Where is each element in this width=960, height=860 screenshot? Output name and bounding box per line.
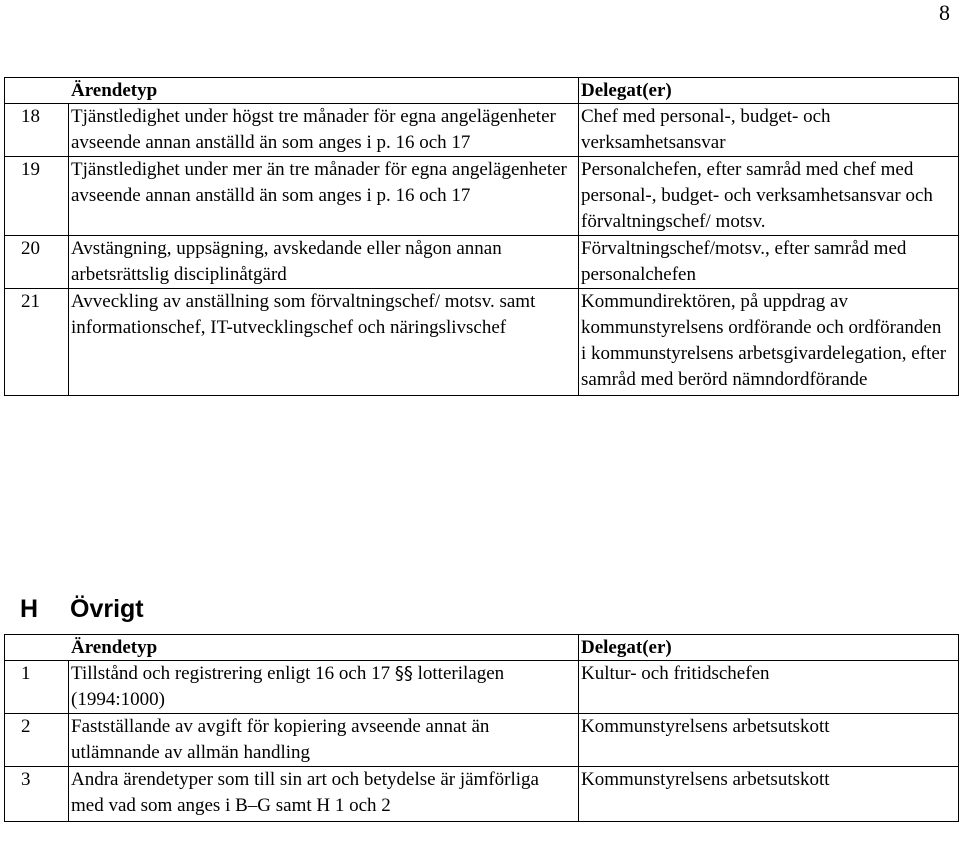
- table-row: [5, 236, 959, 289]
- header-delegater: Delegat(er): [579, 635, 959, 661]
- section-title: Övrigt: [70, 595, 144, 623]
- row-number: 2: [5, 714, 69, 767]
- row-arendetyp-text: Tillstånd och registrering enligt 16 och 17: [71, 663, 391, 684]
- row-number: 19: [5, 157, 69, 236]
- header-arendetyp: Ärendetyp: [5, 78, 579, 104]
- row-delegat: Chef med personal-, budget- och verksamhetsansvar: [579, 104, 959, 157]
- row-delegat: Kultur- och fritidschefen: [579, 661, 959, 714]
- row-arendetyp: Tjänstledighet under högst tre månader för egna angelägenheter avseende annan anställd än som anges i p. 16 och 17: [69, 104, 579, 157]
- row-number: 20: [5, 236, 69, 289]
- table-row: [5, 157, 959, 236]
- section-heading: [20, 592, 144, 626]
- delegation-table: [4, 77, 959, 396]
- row-arendetyp-text-cont: lotterilagen (1994:1000): [71, 663, 505, 710]
- table-header-row: [5, 78, 959, 104]
- row-arendetyp: Andra ärendetyper som till sin art och betydelse är jämförliga med vad som anges i B–G samt H 1 och 2: [69, 767, 579, 822]
- row-arendetyp: Fastställande av avgift för kopiering avseende annat än utlämnande av allmän handling: [69, 714, 579, 767]
- header-delegater: Delegat(er): [579, 78, 959, 104]
- section-sign-symbol: §§: [394, 663, 413, 684]
- row-arendetyp: Tjänstledighet under mer än tre månader för egna angelägenheter avseende annan anställd än som anges i p. 16 och 17: [69, 157, 579, 236]
- table-row: [5, 714, 959, 767]
- header-arendetyp: Ärendetyp: [5, 635, 579, 661]
- row-number: 21: [5, 289, 69, 396]
- row-number: 3: [5, 767, 69, 822]
- row-number: 18: [5, 104, 69, 157]
- row-delegat: Kommundirektören, på uppdrag av kommunstyrelsens ordförande och ordföranden i kommunstyrelsens arbetsgivardelegation, efter samråd med berörd nämndordförande: [579, 289, 959, 396]
- table-row: [5, 767, 959, 822]
- table-row: [5, 661, 959, 714]
- row-delegat: Personalchefen, efter samråd med chef med personal-, budget- och verksamhetsansvar och förvaltningschef/ motsv.: [579, 157, 959, 236]
- row-delegat: Förvaltningschef/motsv., efter samråd med personalchefen: [579, 236, 959, 289]
- table-row: [5, 104, 959, 157]
- section-letter: H: [20, 595, 39, 623]
- page-number: 8: [939, 0, 950, 25]
- row-arendetyp: Avveckling av anställning som förvaltningschef/ motsv. samt informationschef, IT-utvecklingschef och näringslivschef: [69, 289, 579, 396]
- section-h-table: [4, 634, 959, 822]
- row-arendetyp: Avstängning, uppsägning, avskedande eller någon annan arbetsrättslig disciplinåtgärd: [69, 236, 579, 289]
- row-delegat: Kommunstyrelsens arbetsutskott: [579, 714, 959, 767]
- row-number: 1: [5, 661, 69, 714]
- row-arendetyp: [69, 661, 579, 714]
- row-delegat: Kommunstyrelsens arbetsutskott: [579, 767, 959, 822]
- table-row: [5, 289, 959, 396]
- table-header-row: [5, 635, 959, 661]
